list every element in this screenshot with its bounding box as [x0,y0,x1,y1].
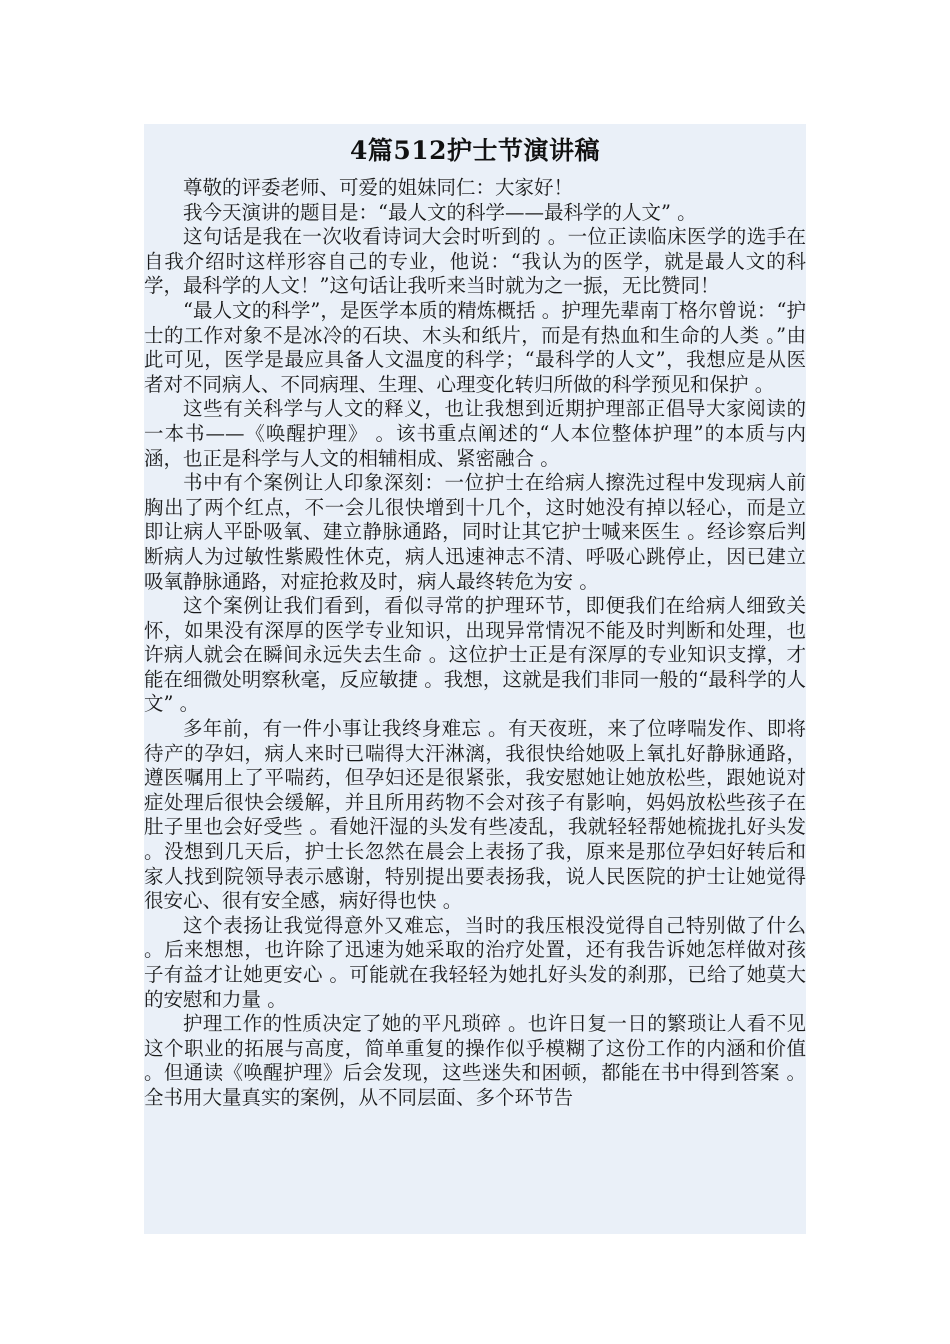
paragraph: 护理工作的性质决定了她的平凡琐碎 。也许日复一日的繁琐让人看不见这个职业的拓展与高度，简单重复的操作似乎模糊了这份工作的内涵和价值 。但通读《唤醒护理》后会发现，这些迷失和困顿，都能在书中得到答案 。全书用大量真实的案例，从不同层面、多个环节告 [144,1012,806,1109]
document-page [144,124,806,1234]
paragraph: 这个案例让我们看到，看似寻常的护理环节，即便我们在给病人细致关怀，如果没有深厚的医学专业知识，出现异常情况不能及时判断和处理，也许病人就会在瞬间永远失去生命 。这位护士正是有深厚的专业知识支撑，才能在细微处明察秋毫，反应敏捷 。我想，这就是我们非同一般的“最科学的人文” 。 [144,594,806,716]
document-body [144,176,806,1111]
paragraph: 多年前，有一件小事让我终身难忘 。有天夜班，来了位哮喘发作、即将待产的孕妇，病人来时已喘得大汗淋漓，我很快给她吸上氧扎好静脉通路，遵医嘱用上了平喘药，但孕妇还是很紧张，我安慰她让她放松些，跟她说对症处理后很快会缓解，并且所用药物不会对孩子有影响，妈妈放松些孩子在肚子里也会好受些 。看她汗湿的头发有些凌乱，我就轻轻帮她梳拢扎好头发 。没想到几天后，护士长忽然在晨会上表扬了我，原来是那位孕妇好转后和家人找到院领导表示感谢，特别提出要表扬我，说人民医院的护士让她觉得很安心、很有安全感，病好得也快 。 [144,717,806,913]
paragraph: 这些有关科学与人文的释义，也让我想到近期护理部正倡导大家阅读的一本书——《唤醒护理》 。该书重点阐述的“人本位整体护理”的本质与内涵，也正是科学与人文的相辅相成、紧密融合 。 [144,397,806,470]
paragraph: 书中有个案例让人印象深刻：一位护士在给病人擦洗过程中发现病人前胸出了两个红点，不一会儿很快增到十几个，这时她没有掉以轻心，而是立即让病人平卧吸氧、建立静脉通路，同时让其它护士喊来医生 。经诊察后判断病人为过敏性紫殿性休克，病人迅速神志不清、呼吸心跳停止，因已建立吸氧静脉通路，对症抢救及时，病人最终转危为安 。 [144,471,806,593]
paragraph: “最人文的科学”，是医学本质的精炼概括 。护理先辈南丁格尔曾说：“护士的工作对象不是冰冷的石块、木头和纸片，而是有热血和生命的人类 。”由此可见，医学是最应具备人文温度的科学；“最科学的人文”，我想应是从医者对不同病人、不同病理、生理、心理变化转归所做的科学预见和保护 。 [144,298,806,396]
document-title: 4篇512护士节演讲稿 [349,136,601,165]
paragraph-greeting: 尊敬的评委老师、可爱的姐妹同仁：大家好！ [183,176,574,199]
paragraph: 这句话是我在一次收看诗词大会时听到的 。一位正读临床医学的选手在自我介绍时这样形容自己的专业，他说：“我认为的医学，就是最人文的科学，最科学的人文！”这句话让我听来当时就为之一振，无比赞同！ [144,225,806,298]
paragraph-topic: 我今天演讲的题目是：“最人文的科学——最科学的人文” 。 [183,200,697,224]
paragraph: 这个表扬让我觉得意外又难忘，当时的我压根没觉得自己特别做了什么 。后来想想，也许除了迅速为她采取的治疗处置，还有我告诉她怎样做对孩子有益才让她更安心 。可能就在我轻轻为她扎好头发的刹那，已给了她莫大的安慰和力量 。 [144,913,806,1011]
